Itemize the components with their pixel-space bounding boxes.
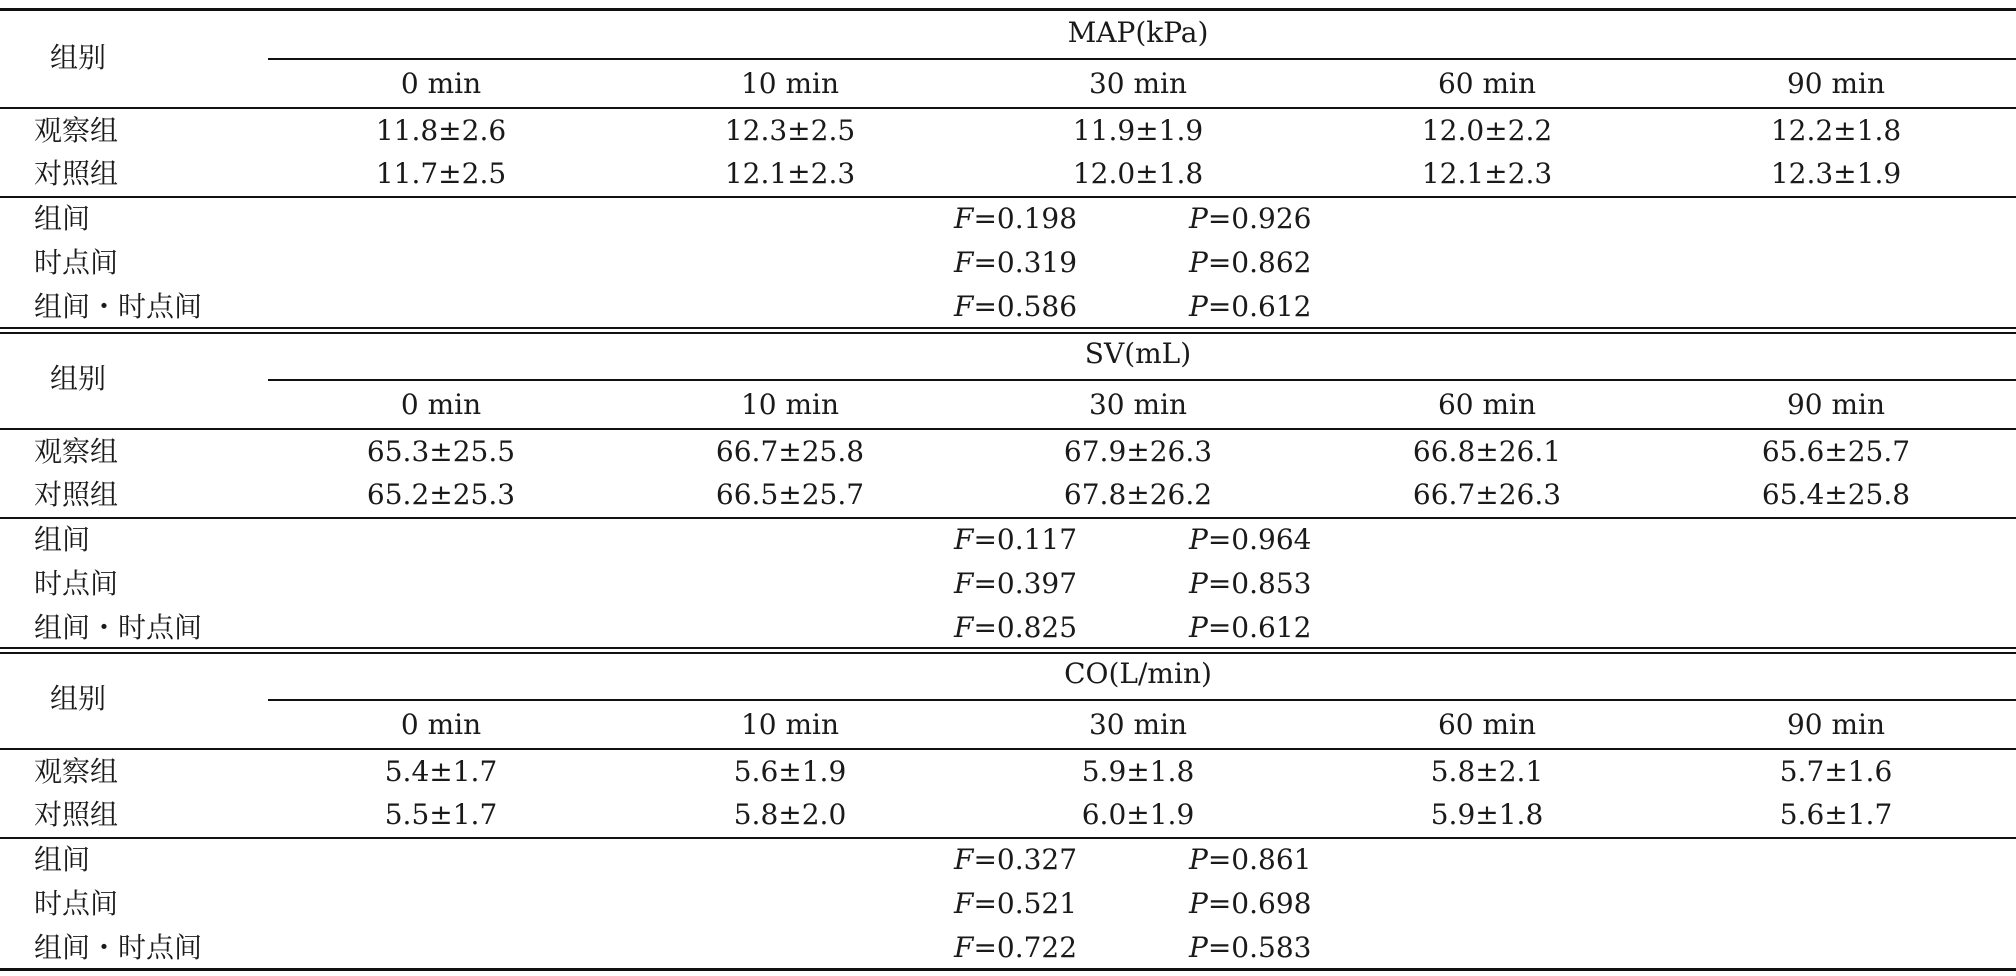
row-label: 观察组 xyxy=(34,114,119,147)
p-value xyxy=(1189,247,1311,279)
data-cell: 66.8±26.1 xyxy=(1412,435,1562,468)
data-cell: 66.5±25.7 xyxy=(715,478,865,511)
title-underline-rule xyxy=(268,58,2016,60)
stat-row-label: 组间 xyxy=(34,523,91,556)
stat-row-label: 组间・时点间 xyxy=(34,931,203,964)
p-value-value: =0.612 xyxy=(1207,290,1312,323)
p-value xyxy=(1189,524,1311,556)
data-cell: 6.0±1.9 xyxy=(1081,798,1195,831)
f-statistic xyxy=(954,247,1077,279)
f-statistic xyxy=(954,932,1077,964)
time-header: 10 min xyxy=(740,67,840,100)
data-cell: 12.3±2.5 xyxy=(724,114,856,147)
data-cell: 65.4±25.8 xyxy=(1761,478,1911,511)
f-statistic xyxy=(954,524,1077,556)
p-value-symbol: P xyxy=(1189,567,1208,600)
data-cell: 5.5±1.7 xyxy=(384,798,498,831)
f-statistic xyxy=(954,203,1077,235)
table-bottom-rule xyxy=(0,968,2016,971)
f-statistic xyxy=(954,888,1077,920)
p-value-symbol: P xyxy=(1189,611,1208,644)
time-header: 60 min xyxy=(1437,388,1537,421)
p-value xyxy=(1189,203,1311,235)
data-cell: 11.7±2.5 xyxy=(375,157,507,190)
time-header: 10 min xyxy=(740,388,840,421)
data-cell: 5.6±1.7 xyxy=(1779,798,1893,831)
data-cell: 65.2±25.3 xyxy=(366,478,516,511)
data-cell: 12.0±2.2 xyxy=(1421,114,1553,147)
p-value-value: =0.861 xyxy=(1207,843,1312,876)
f-statistic-symbol: F xyxy=(954,843,974,876)
data-cell: 67.8±26.2 xyxy=(1063,478,1213,511)
p-value-value: =0.926 xyxy=(1207,202,1312,235)
time-header: 60 min xyxy=(1437,708,1537,741)
f-statistic-symbol: F xyxy=(954,887,974,920)
f-statistic-symbol: F xyxy=(954,202,974,235)
data-cell: 12.1±2.3 xyxy=(1421,157,1553,190)
p-value-symbol: P xyxy=(1189,931,1208,964)
f-statistic-symbol: F xyxy=(954,246,974,279)
p-value xyxy=(1189,568,1311,600)
p-value-symbol: P xyxy=(1189,887,1208,920)
group-header: 组别 xyxy=(50,362,107,395)
data-cell: 12.0±1.8 xyxy=(1072,157,1204,190)
row-label: 观察组 xyxy=(34,435,119,468)
data-cell: 65.6±25.7 xyxy=(1761,435,1911,468)
time-header: 0 min xyxy=(400,388,482,421)
time-header: 60 min xyxy=(1437,67,1537,100)
data-cell: 11.8±2.6 xyxy=(375,114,507,147)
data-cell: 66.7±26.3 xyxy=(1412,478,1562,511)
stat-row-label: 组间 xyxy=(34,843,91,876)
f-statistic-value: =0.327 xyxy=(973,843,1078,876)
table-top-rule xyxy=(0,8,2016,11)
stat-row-label: 时点间 xyxy=(34,246,119,279)
f-statistic-value: =0.586 xyxy=(973,290,1078,323)
data-cell: 5.9±1.8 xyxy=(1081,755,1195,788)
data-cell: 5.7±1.6 xyxy=(1779,755,1893,788)
f-statistic-value: =0.319 xyxy=(973,246,1078,279)
stat-row-label: 组间・时点间 xyxy=(34,290,203,323)
data-cell: 5.6±1.9 xyxy=(733,755,847,788)
p-value xyxy=(1189,612,1311,644)
f-statistic-value: =0.117 xyxy=(973,523,1078,556)
time-header: 30 min xyxy=(1088,67,1188,100)
data-cell: 67.9±26.3 xyxy=(1063,435,1213,468)
p-value xyxy=(1189,844,1311,876)
p-value-value: =0.862 xyxy=(1207,246,1312,279)
f-statistic-value: =0.397 xyxy=(973,567,1078,600)
f-statistic-value: =0.722 xyxy=(973,931,1078,964)
time-header: 30 min xyxy=(1088,388,1188,421)
f-statistic-symbol: F xyxy=(954,523,974,556)
time-header: 10 min xyxy=(740,708,840,741)
section-title: CO(L/min) xyxy=(1064,657,1212,690)
p-value-value: =0.853 xyxy=(1207,567,1312,600)
title-underline-rule xyxy=(268,699,2016,701)
f-statistic-value: =0.521 xyxy=(973,887,1078,920)
data-bottom-rule xyxy=(0,837,2016,839)
f-statistic-symbol: F xyxy=(954,567,974,600)
time-header: 0 min xyxy=(400,708,482,741)
data-cell: 65.3±25.5 xyxy=(366,435,516,468)
data-cell: 12.1±2.3 xyxy=(724,157,856,190)
stat-row-label: 组间・时点间 xyxy=(34,611,203,644)
data-cell: 12.3±1.9 xyxy=(1770,157,1902,190)
section-title: SV(mL) xyxy=(1084,337,1192,370)
time-header: 0 min xyxy=(400,67,482,100)
group-header: 组别 xyxy=(50,682,107,715)
data-bottom-rule xyxy=(0,517,2016,519)
p-value-value: =0.964 xyxy=(1207,523,1312,556)
section-double-rule-upper xyxy=(0,327,2016,329)
row-label: 对照组 xyxy=(34,157,119,190)
header-bottom-rule xyxy=(0,428,2016,430)
section-title: MAP(kPa) xyxy=(1067,16,1209,49)
header-bottom-rule xyxy=(0,748,2016,750)
data-cell: 11.9±1.9 xyxy=(1072,114,1204,147)
p-value-value: =0.583 xyxy=(1207,931,1312,964)
time-header: 90 min xyxy=(1786,67,1886,100)
p-value-symbol: P xyxy=(1189,843,1208,876)
f-statistic xyxy=(954,612,1077,644)
section-double-rule-upper xyxy=(0,647,2016,649)
p-value-value: =0.698 xyxy=(1207,887,1312,920)
p-value xyxy=(1189,932,1311,964)
section-double-rule-lower xyxy=(0,652,2016,654)
f-statistic-value: =0.198 xyxy=(973,202,1078,235)
f-statistic-symbol: F xyxy=(954,290,974,323)
row-label: 对照组 xyxy=(34,478,119,511)
p-value-symbol: P xyxy=(1189,290,1208,323)
f-statistic xyxy=(954,844,1077,876)
section-double-rule-lower xyxy=(0,332,2016,334)
f-statistic xyxy=(954,568,1077,600)
p-value-symbol: P xyxy=(1189,246,1208,279)
f-statistic-symbol: F xyxy=(954,931,974,964)
p-value-symbol: P xyxy=(1189,523,1208,556)
p-value-symbol: P xyxy=(1189,202,1208,235)
title-underline-rule xyxy=(268,379,2016,381)
data-cell: 5.4±1.7 xyxy=(384,755,498,788)
p-value-value: =0.612 xyxy=(1207,611,1312,644)
data-cell: 12.2±1.8 xyxy=(1770,114,1902,147)
time-header: 90 min xyxy=(1786,388,1886,421)
data-cell: 5.8±2.0 xyxy=(733,798,847,831)
data-bottom-rule xyxy=(0,196,2016,198)
f-statistic xyxy=(954,291,1077,323)
row-label: 对照组 xyxy=(34,798,119,831)
stat-row-label: 组间 xyxy=(34,202,91,235)
header-bottom-rule xyxy=(0,107,2016,109)
stat-row-label: 时点间 xyxy=(34,567,119,600)
p-value xyxy=(1189,291,1311,323)
time-header: 90 min xyxy=(1786,708,1886,741)
data-cell: 5.9±1.8 xyxy=(1430,798,1544,831)
stat-row-label: 时点间 xyxy=(34,887,119,920)
data-cell: 66.7±25.8 xyxy=(715,435,865,468)
data-cell: 5.8±2.1 xyxy=(1430,755,1544,788)
group-header: 组别 xyxy=(50,41,107,74)
f-statistic-symbol: F xyxy=(954,611,974,644)
time-header: 30 min xyxy=(1088,708,1188,741)
f-statistic-value: =0.825 xyxy=(973,611,1078,644)
p-value xyxy=(1189,888,1311,920)
row-label: 观察组 xyxy=(34,755,119,788)
